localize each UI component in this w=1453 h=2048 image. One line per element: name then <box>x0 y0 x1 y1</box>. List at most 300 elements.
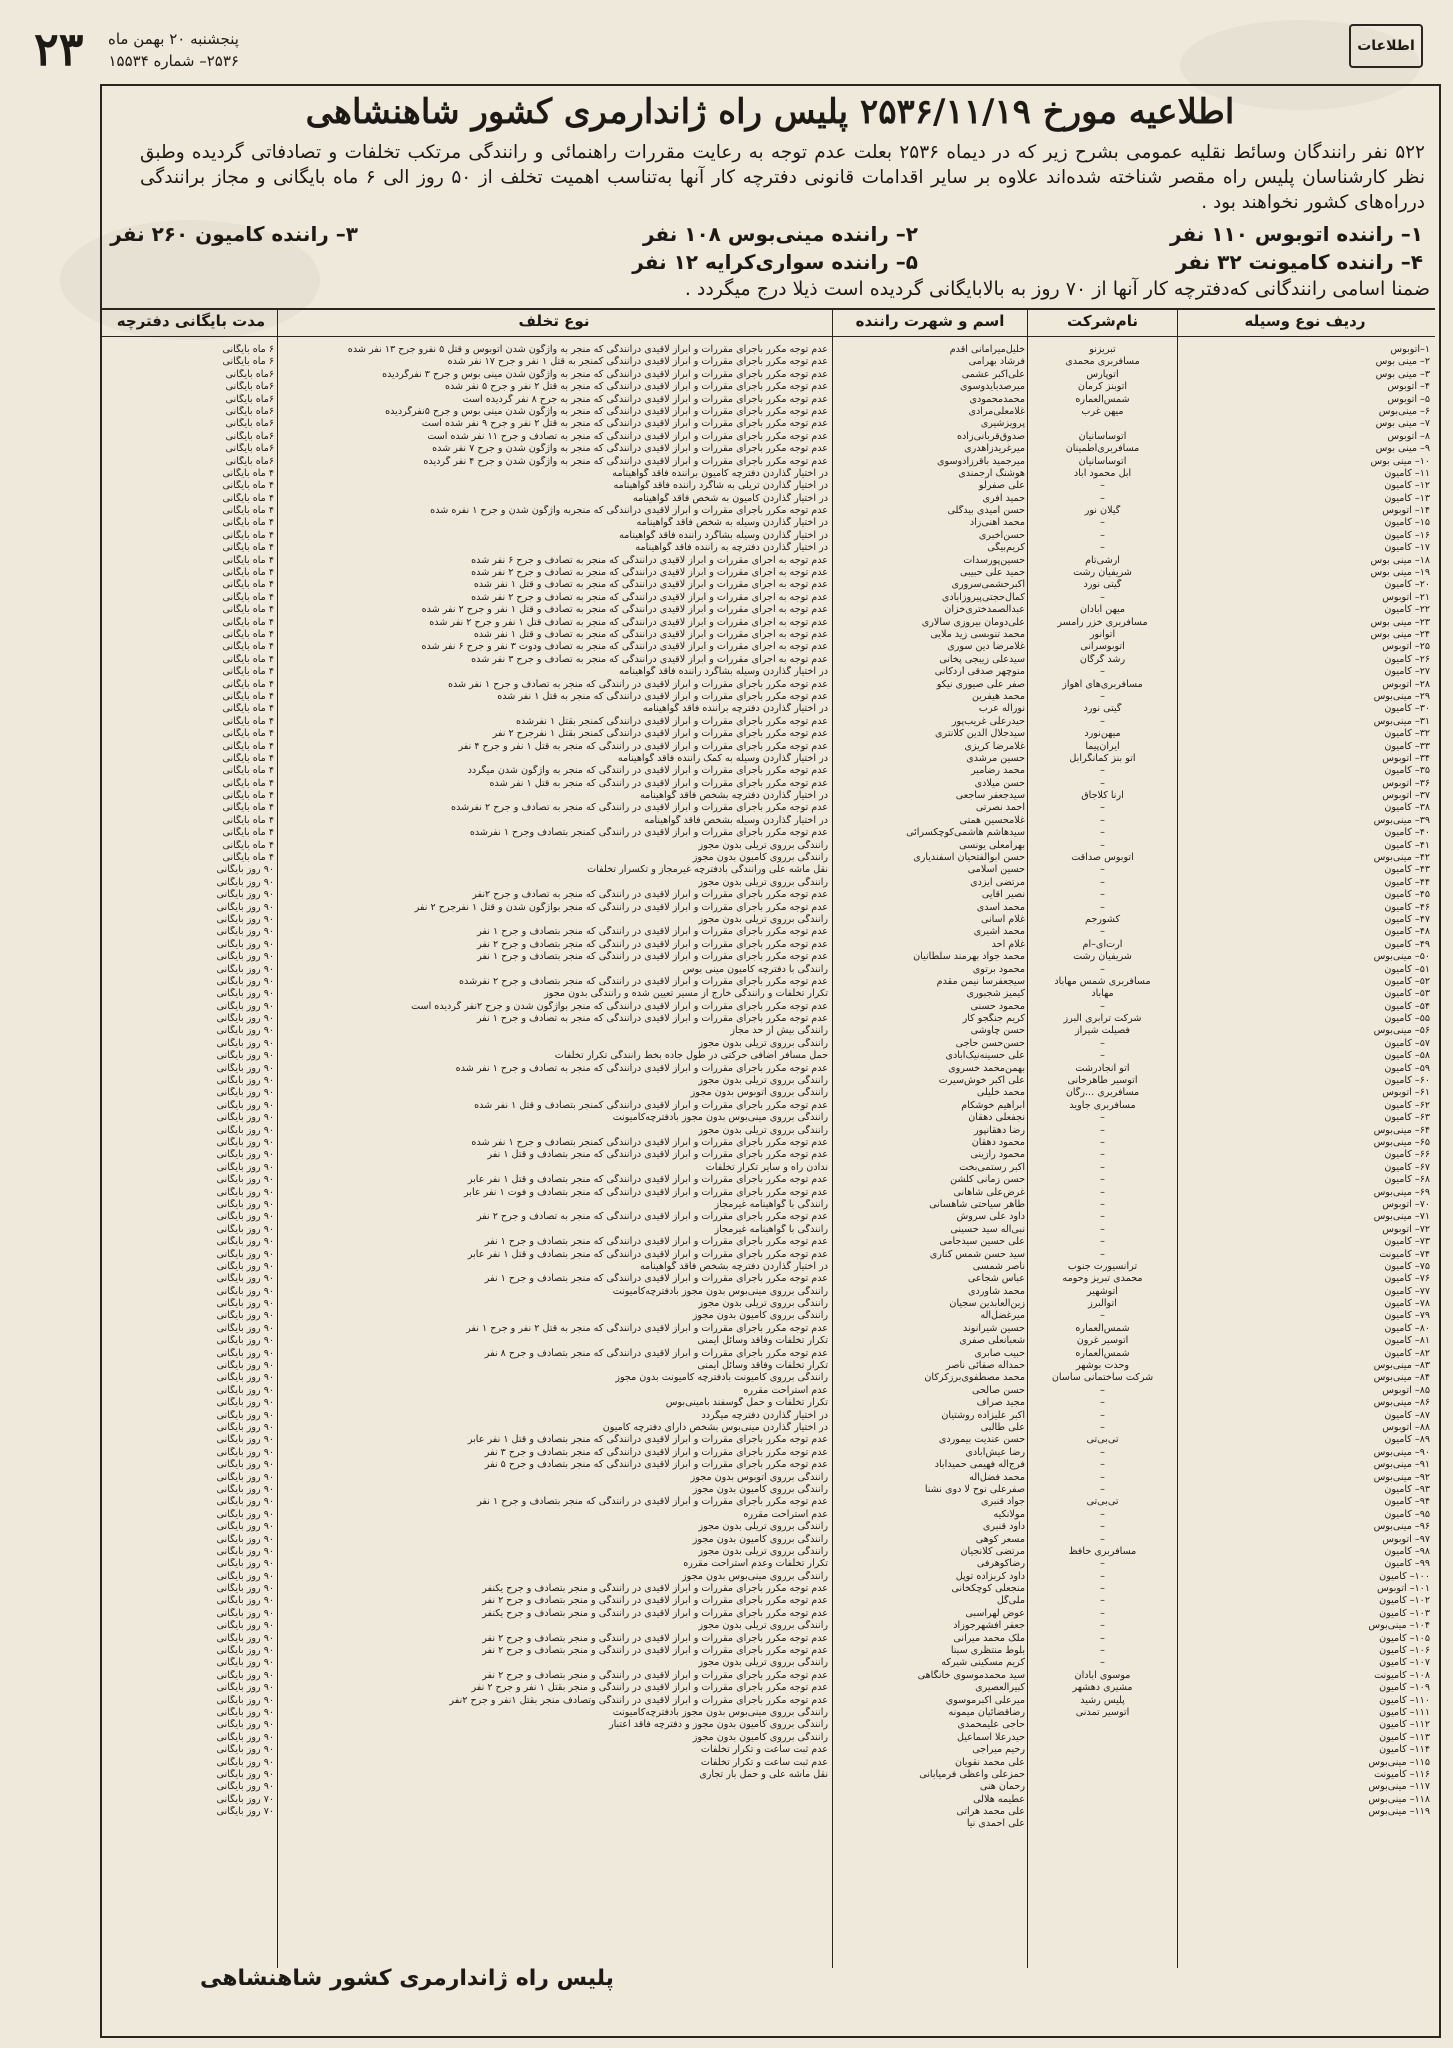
duration-cell: ۹۰ روز بایگانی <box>216 938 274 950</box>
offense-cell: حمل مسافر اضافی حرکتی در طول جاده بخط رانندگی تکرار تخلفات <box>554 1050 828 1062</box>
offense-cell: در اختیار گذاردن مینی‌بوس بشخص دارای دفترچه کامیون <box>602 1421 828 1433</box>
summary-truck: ۳– راننده کامیون ۲۶۰ نفر <box>110 222 358 246</box>
duration-cell: ۷۰ روز بایگانی <box>216 1793 274 1805</box>
offense-cell: عدم توجه مکرر باجرای مقررات و ابراز لاقیدی درانندگی که منجربه واژگون شدن و جرح ۱ نفره شده <box>430 505 828 517</box>
driver-name-cell: علی اکبر خوش‌سیرت <box>938 1075 1025 1087</box>
offense-cell: عدم توجه مکرر باجرای مقررات و ابراز لاقیدی درانندگی که منجر بتصادف و قتل ۱ نفر عابر <box>467 1434 828 1446</box>
row-vehicle-cell: ۹۴– کامیون <box>1384 1496 1430 1508</box>
duration-cell: ۹۰ روز بایگانی <box>216 1421 274 1433</box>
row-vehicle-cell: ۴۱– کامیون <box>1384 839 1430 851</box>
row-vehicle-cell: ۷– مینی بوس <box>1375 418 1430 430</box>
offense-cell: عدم توجه مکرر باجرای مقررات و ابراز لاقیدی درانندگی که منجر به قتل ۲ نفر و جرح ۱ نفر <box>466 1322 828 1334</box>
row-vehicle-cell: ۶۲– کامیون <box>1384 1099 1430 1111</box>
driver-name-cell: محمد تنوبسی زید ملایی <box>930 628 1025 640</box>
offense-cell: رانندگی برروی اتوبوس بدون مجوز <box>690 1471 828 1483</box>
duration-cell: ۹۰ روز بایگانی <box>216 926 274 938</box>
row-vehicle-cell: ۲۴– مینی بوس <box>1370 628 1430 640</box>
offense-cell: رانندگی با گواهینامه غیرمجاز <box>714 1198 828 1210</box>
offense-cell: نقل ماشه علی ورانندگی بادفترچه غیرمجاز و تکسرار تخلفات <box>587 864 828 876</box>
duration-cell: ۹۰ روز بایگانی <box>216 1149 274 1161</box>
duration-cell: ۶ماه بایگانی <box>225 405 274 417</box>
row-vehicle-cell: ۳۴– اتوبوس <box>1382 752 1430 764</box>
offense-cell: عدم توجه مکرر باجرای مقررات و ابراز لاقیدی درانندگی که منجر به تصادف و جرح ۱ نفر شده <box>455 1062 828 1074</box>
company-cell: مسافربری حافظ <box>1068 1545 1137 1557</box>
offense-cell: عدم توجه مکرر باجرای مقررات و ابراز لاقیدی در رانندگی وتصادف منجر بقتل ۱نفر و جرح ۲نفر <box>449 1694 828 1706</box>
company-cell: – <box>1100 480 1105 492</box>
driver-name-cell: حسن‌حسن حاجی <box>955 1037 1025 1049</box>
row-vehicle-cell: ۱۱۴– کامیون <box>1379 1744 1430 1756</box>
row-vehicle-cell: ۵۰– مینی‌بوس <box>1373 951 1430 963</box>
offense-cell: تکرار تخلفات و رانندگی خارج از مسیر تعیین شده و رانندگی بدون مجوز <box>544 988 828 1000</box>
driver-name-cell: داود کربزاده توپل <box>955 1570 1025 1582</box>
driver-name-cell: نصیر آقایی <box>981 889 1025 901</box>
company-cell: شرکت ترابری البرز <box>1063 1013 1142 1025</box>
row-vehicle-cell: ۱۱۲– کامیون <box>1379 1719 1430 1731</box>
row-vehicle-cell: ۹۵– کامیون <box>1384 1508 1430 1520</box>
driver-name-cell: کبیرالعصیری <box>975 1682 1025 1694</box>
row-vehicle-cell: ۷۱– مینی‌بوس <box>1373 1211 1430 1223</box>
row-vehicle-cell: ۸۵– اتوبوس <box>1382 1384 1430 1396</box>
row-vehicle-cell: ۱۹– مینی بوس <box>1370 567 1430 579</box>
driver-name-cell: حمید علی حبیبی <box>959 567 1025 579</box>
driver-name-cell: کیمیز شجبوری <box>966 988 1025 1000</box>
row-vehicle-cell: ۹۸– کامیون <box>1384 1545 1430 1557</box>
duration-cell: ۹۰ روز بایگانی <box>216 1087 274 1099</box>
duration-cell: ۹۰ روز بایگانی <box>216 1607 274 1619</box>
company-cell: اتوساسانیان <box>1078 430 1127 442</box>
column-offense <box>280 344 828 1781</box>
duration-cell: ۹۰ روز بایگانی <box>216 1062 274 1074</box>
column-divider <box>1177 308 1178 1968</box>
offense-cell: در اختیار گذاردن وسیله به کمک راننده فاقد گواهینامه <box>617 752 828 764</box>
offense-cell: عدم توجه مکرر باجرای مقررات و ابراز لاقیدی در رانندگی که منجر بتصادف و جرح ۱ نفر <box>477 951 828 963</box>
driver-name-cell: محمد مصطفوی‌برزکرکان <box>924 1372 1025 1384</box>
duration-cell: ۴ ماه بایگانی <box>222 678 274 690</box>
row-vehicle-cell: ۲۳– مینی بوس <box>1370 616 1430 628</box>
offense-cell: رانندگی برروی تریلی بدون مجوز <box>698 913 828 925</box>
row-vehicle-cell: ۷۸– کامیون <box>1384 1298 1430 1310</box>
driver-name-cell: غلامرضا دین سوری <box>947 641 1025 653</box>
row-vehicle-cell: ۱۱۵– مینی‌بوس <box>1368 1756 1430 1768</box>
company-cell: – <box>1100 1236 1105 1248</box>
offense-cell: در اختیار گذاردن وسیله بشاگرد راننده فاقد گواهینامه <box>619 529 828 541</box>
company-cell: میهن آبادان <box>1079 604 1126 616</box>
driver-name-cell: علی طالبی <box>980 1421 1025 1433</box>
duration-cell: ۹۰ روز بایگانی <box>216 1285 274 1297</box>
driver-name-cell: غرض‌علی شاهانی <box>953 1186 1025 1198</box>
summary-bus: ۱– راننده اتوبوس ۱۱۰ نفر <box>1170 222 1423 246</box>
driver-name-cell: منوچهر صدقی اردکانی <box>934 666 1025 678</box>
driver-name-cell: محمد خلیلی <box>976 1087 1025 1099</box>
duration-cell: ۴ ماه بایگانی <box>222 604 274 616</box>
company-cell: – <box>1100 827 1105 839</box>
driver-name-cell: زین‌العابدین سجیان <box>949 1298 1025 1310</box>
driver-name-cell: حسین مرشدی <box>966 752 1025 764</box>
date-line-1: پنجشنبه ۲۰ بهمن ماه <box>108 30 239 48</box>
company-cell: – <box>1100 1248 1105 1260</box>
offense-cell: عدم توجه مکرر باجرای مقررات و ابراز لاقیدی درانندگی که منجر به تصادف و جرح ۲ نفر <box>476 1211 828 1223</box>
company-cell: – <box>1100 1508 1105 1520</box>
row-vehicle-cell: ۳۶– اتوبوس <box>1382 777 1430 789</box>
driver-name-cell: میرعلی اکبرموسوی <box>945 1694 1025 1706</box>
company-cell: – <box>1100 1186 1105 1198</box>
offense-cell: عدم استراحت مقرره <box>743 1508 828 1520</box>
row-vehicle-cell: ۹۲– مینی‌بوس <box>1373 1471 1430 1483</box>
driver-name-cell: عباس شجاعی <box>967 1273 1025 1285</box>
duration-cell: ۴ ماه بایگانی <box>222 703 274 715</box>
driver-name-cell: شعبانعلی صفری <box>959 1335 1025 1347</box>
row-vehicle-cell: ۴۷– کامیون <box>1384 913 1430 925</box>
driver-name-cell: علی صفرلو <box>978 480 1025 492</box>
row-vehicle-cell: ۵۹– کامیون <box>1384 1062 1430 1074</box>
driver-name-cell: علی حسین سیدجامی <box>939 1236 1025 1248</box>
driver-name-cell: صدوق‌قربانی‌زاده <box>957 430 1025 442</box>
driver-name-cell: ابراهیم خوشکام <box>961 1099 1025 1111</box>
driver-name-cell: محمد شاوردی <box>968 1285 1025 1297</box>
company-cell: تی‌بی‌تی <box>1086 1434 1119 1446</box>
company-cell: – <box>1100 777 1105 789</box>
company-cell: – <box>1100 1446 1105 1458</box>
offense-cell: در اختیار گذاردن دفترچه کامیون براننده فاقد گواهینامه <box>612 467 828 479</box>
driver-name-cell: علی‌دومان بیروزی سالاری <box>921 616 1025 628</box>
company-cell: – <box>1100 1137 1105 1148</box>
duration-cell: ۹۰ روز بایگانی <box>216 1174 274 1186</box>
row-vehicle-cell: ۱۲– کامیون <box>1384 480 1430 492</box>
duration-cell: ۴ ماه بایگانی <box>222 790 274 802</box>
company-cell: موسوی آبادان <box>1074 1669 1131 1681</box>
offense-cell: رانندگی برروی تریلی بدون مجوز <box>698 876 828 888</box>
driver-name-cell: رحیم میراجی <box>972 1744 1025 1756</box>
row-vehicle-cell: ۶۴– مینی‌بوس <box>1373 1124 1430 1136</box>
duration-cell: ۷۰ روز بایگانی <box>216 1806 274 1818</box>
notice-footer: پلیس راه ژاندارمری کشور شاهنشاهی <box>200 1966 614 1991</box>
offense-cell: عدم توجه مکرر باجرای مقررات و ابراز لاقیدی درانندگی که منجر به واژگون شدن و جرح ۷ نفر شده <box>432 443 828 455</box>
driver-name-cell: حبیب صابری <box>974 1347 1025 1359</box>
duration-cell: ۶ماه بایگانی <box>225 381 274 393</box>
company-cell: مسافربری ...رگان <box>1065 1087 1140 1099</box>
row-vehicle-cell: ۷۰– اتوبوس <box>1382 1198 1430 1210</box>
company-cell: – <box>1100 889 1105 901</box>
offense-cell: عدم توجه مکرر باجرای مقررات و ابراز لاقیدی در رانندگی که منجر به واژگون شدن میگردد <box>467 765 828 777</box>
company-cell: اتوبوسرانی <box>1080 641 1125 653</box>
driver-name-cell: حاجی علیمحمدی <box>957 1719 1025 1731</box>
row-vehicle-cell: ۱۱۱– کامیون <box>1379 1706 1430 1718</box>
driver-name-cell: حسن میلادی <box>974 777 1025 789</box>
offense-cell: عدم توجه مکرر باجرای مقررات و ابراز لاقیدی درانندگی کمنجر بقتل ۱ نفرشده <box>515 715 828 727</box>
driver-name-cell: حسن‌اخبری <box>978 529 1025 541</box>
offense-cell: رانندگی برروی کامیونت بادفترچه کامیونت بدون مجوز <box>615 1372 828 1384</box>
offense-cell: در اختیار گذاردن دفترچه بشخص فاقد گواهینامه <box>639 790 828 802</box>
company-cell: محمدی تبریز وحومه <box>1062 1273 1143 1285</box>
company-cell: – <box>1100 1558 1105 1570</box>
offense-cell: عدم توجه مکرر باجرای مقررات و ابراز لاقیدی در رانندگی و منجر بتصادف و جرح ۲ نفر <box>482 1669 828 1681</box>
row-vehicle-cell: ۲۰– کامیون <box>1384 579 1430 591</box>
duration-cell: ۹۰ روز بایگانی <box>216 913 274 925</box>
driver-name-cell: جعفر افشهرجوزاد <box>953 1620 1025 1632</box>
offense-cell: عدم توجه مکرر باجرای مقررات و ابراز لاقیدی درانندگی که منجر به تصادف و جرح ۱ نفر <box>476 1013 828 1025</box>
driver-name-cell: محمود برتوی <box>972 963 1025 975</box>
company-cell: تی‌بی‌تی <box>1086 1496 1119 1508</box>
company-cell: – <box>1100 1037 1105 1049</box>
duration-cell: ۹۰ روز بایگانی <box>216 1706 274 1718</box>
duration-cell: ۹۰ روز بایگانی <box>216 1075 274 1087</box>
company-cell: شمس‌العماره <box>1075 1322 1130 1334</box>
offense-cell: عدم توجه مکرر باجرای مقررات و ابراز لاقیدی در رانندگی و منجر بتصادف و جرح یکنفر <box>482 1583 828 1595</box>
duration-cell: ۶ماه بایگانی <box>225 455 274 467</box>
row-vehicle-cell: ۱۰۲– کامیون <box>1379 1595 1430 1607</box>
duration-cell: ۹۰ روز بایگانی <box>216 1558 274 1570</box>
row-vehicle-cell: ۱۰۹– کامیون <box>1379 1682 1430 1694</box>
duration-cell: ۶ ماه بایگانی <box>222 344 274 355</box>
offense-cell: در اختیار گذاردن دفترچه براننده فاقد گواهینامه <box>642 703 828 715</box>
row-vehicle-cell: ۵۶– مینی‌بوس <box>1373 1025 1430 1037</box>
offense-cell: عدم توجه به اجرای مقررات و ابراز لاقیدی درانندگی که منجر به تصادف و قتل ۱ نفر شده <box>473 579 828 591</box>
driver-name-cell: سیدهاشم هاشمی‌کوچکسرائی <box>906 827 1025 839</box>
duration-cell: ۹۰ روز بایگانی <box>216 1347 274 1359</box>
offense-cell: عدم توجه مکرر باجرای مقررات و ابراز لاقیدی درانندگی که منجر بتصادف و جرح ۳ نفر <box>484 1446 828 1458</box>
company-cell: – <box>1100 876 1105 888</box>
row-vehicle-cell: ۳۷– اتوبوس <box>1382 790 1430 802</box>
company-cell: – <box>1100 839 1105 851</box>
duration-cell: ۹۰ روز بایگانی <box>216 1248 274 1260</box>
driver-name-cell: حسین‌پورسدات <box>963 554 1025 566</box>
driver-name-cell: علی‌اکبر عشمی <box>961 368 1025 380</box>
row-vehicle-cell: ۵۲– کامیون <box>1384 975 1430 987</box>
row-vehicle-cell: ۸۷– کامیون <box>1384 1409 1430 1421</box>
row-vehicle-cell: ۶۵– مینی‌بوس <box>1373 1137 1430 1148</box>
driver-name-cell: محمد هیفرین <box>971 690 1025 702</box>
driver-name-cell: غلام آسانی <box>980 913 1025 925</box>
duration-cell: ۹۰ روز بایگانی <box>216 1669 274 1681</box>
driver-name-cell: سید محمدموسوی خانگاهی <box>917 1669 1025 1681</box>
page-number: ۲۳ <box>34 22 84 76</box>
driver-name-cell: کمال‌حجتی‌پیروزآبادی <box>941 591 1025 603</box>
company-cell: اتوانور <box>1089 628 1116 640</box>
driver-name-cell: حسن عندیت بیموردی <box>938 1434 1025 1446</box>
row-vehicle-cell: ۸۶– مینی‌بوس <box>1373 1397 1430 1409</box>
duration-cell: ۹۰ روز بایگانی <box>216 1198 274 1210</box>
driver-name-cell: حسن ابوالفتحیان اسفندیاری <box>913 852 1025 864</box>
row-vehicle-cell: ۹– مینی بوس <box>1375 443 1430 455</box>
duration-cell: ۹۰ روز بایگانی <box>216 1632 274 1644</box>
duration-cell: ۹۰ روز بایگانی <box>216 1620 274 1632</box>
offense-cell: عدم توجه مکرر باجرای مقررات و ابراز لاقیدی درانندگی که منجر بتصادف و جرح ۵ نفر <box>484 1459 828 1471</box>
offense-cell: تکرار تخلفات وفاقد وسائل ایمنی <box>697 1360 828 1372</box>
duration-cell: ۶ماه بایگانی <box>225 443 274 455</box>
offense-cell: عدم توجه مکرر باجرای مقررات و ابراز لاقیدی درانندگی که منجر به جرح ۸ نفر گردیده است <box>462 393 828 405</box>
driver-name-cell: کریم‌بیگی <box>987 542 1025 554</box>
driver-name-cell: داود قنبری <box>982 1521 1025 1533</box>
summary-taxi: ۵– راننده سواری‌کرایه ۱۲ نفر <box>632 250 918 274</box>
column-divider <box>1027 308 1028 1968</box>
duration-cell: ۹۰ روز بایگانی <box>216 1731 274 1743</box>
duration-cell: ۹۰ روز بایگانی <box>216 1000 274 1012</box>
driver-name-cell: ملی‌گل <box>996 1595 1025 1607</box>
company-cell: وحدت بوشهر <box>1075 1360 1130 1372</box>
company-cell: مسافربری‌اطمینان <box>1065 443 1140 455</box>
company-cell: اتوبوس صداقت <box>1071 852 1134 864</box>
row-vehicle-cell: ۱۰۶– کامیون <box>1379 1645 1430 1657</box>
duration-cell: ۴ ماه بایگانی <box>222 752 274 764</box>
masthead <box>20 22 1433 82</box>
duration-cell: ۹۰ روز بایگانی <box>216 1236 274 1248</box>
driver-name-cell: رضاکوهرفی <box>976 1558 1025 1570</box>
offense-cell: تکرار تخلفات و حمل گوسفند بامینی‌بوس <box>665 1397 828 1409</box>
offense-cell: رانندگی برروی مینی‌بوس بدون مجوز بادفترچه‌کامیونت <box>612 1285 828 1297</box>
company-cell: – <box>1100 1421 1105 1433</box>
company-cell: – <box>1100 1521 1105 1533</box>
driver-name-cell: نبی‌اله سید حسینی <box>950 1223 1025 1235</box>
company-cell: اتوسیر تمدنی <box>1075 1706 1130 1718</box>
driver-name-cell: علی محمد نقویان <box>954 1756 1025 1768</box>
duration-cell: ۴ ماه بایگانی <box>222 529 274 541</box>
duration-cell: ۹۰ روز بایگانی <box>216 951 274 963</box>
offense-cell: عدم توجه مکرر باجرای مقررات و ابراز لاقیدی درانندگی کمنجر بتصادف و جرح ۱ نفر شده <box>471 1137 828 1148</box>
company-cell: شریفیان رشت <box>1073 567 1132 579</box>
offense-cell: عدم توجه به اجرای مقررات و ابراز لاقیدی درانندگی که منجر به تصادف ودوت ۳ نفر و جرح ۶ نفر شده <box>421 641 828 653</box>
offense-cell: تکرار تخلفات وفاقد وسائل ایمنی <box>697 1335 828 1347</box>
row-vehicle-cell: ۱۱۳– کامیون <box>1379 1731 1430 1743</box>
duration-cell: ۹۰ روز بایگانی <box>216 1397 274 1409</box>
row-vehicle-cell: ۱۱– کامیون <box>1384 467 1430 479</box>
column-row-vehicle <box>1180 344 1430 1818</box>
row-vehicle-cell: ۶۶– کامیون <box>1384 1149 1430 1161</box>
company-cell: – <box>1100 814 1105 826</box>
row-vehicle-cell: ۹۹– کامیون <box>1384 1558 1430 1570</box>
row-vehicle-cell: ۱۱۷– مینی‌بوس <box>1368 1781 1430 1793</box>
driver-name-cell: علی محمد هراتی <box>956 1806 1025 1818</box>
company-cell: مسافربری‌های اهواز <box>1062 678 1143 690</box>
duration-cell: ۹۰ روز بایگانی <box>216 1211 274 1223</box>
company-cell: فصیلت شیراز <box>1075 1025 1130 1037</box>
row-vehicle-cell: ۶۰– کامیون <box>1384 1075 1430 1087</box>
company-cell: آبل محمود آباد <box>1073 467 1132 479</box>
offense-cell: رانندگی برروی تریلی بدون مجوز <box>698 1657 828 1669</box>
notice-note: ضمنا اسامی رانندگانی که‌دفترچه کار آنها از ۷۰ روز به بالابایگانی گردیده است ذیلا درج میگردد . <box>684 278 1430 300</box>
duration-cell: ۴ ماه بایگانی <box>222 814 274 826</box>
offense-cell: رانندگی برروی تریلی بدون مجوز <box>698 1075 828 1087</box>
duration-cell: ۴ ماه بایگانی <box>222 542 274 554</box>
newspaper-logo: اطلاعات <box>1349 24 1423 68</box>
driver-name-cell: حمزعلی واعظی فرمیابانی <box>919 1768 1025 1780</box>
company-cell: اتوساسانیان <box>1078 455 1127 467</box>
header-row-vehicle: ردیف نوع وسیله <box>1244 312 1366 330</box>
row-vehicle-cell: ۸۴– مینی‌بوس <box>1373 1372 1430 1384</box>
company-cell: – <box>1100 1471 1105 1483</box>
notice-title: اطلاعیه مورخ ۲۵۳۶/۱۱/۱۹ پلیس راه ژاندارمری کشور شاهنشاهی <box>305 92 1235 132</box>
row-vehicle-cell: ۴۵– کامیون <box>1384 889 1430 901</box>
offense-cell: عدم توجه مکرر باجرای مقررات و ابراز لاقیدی درانندگی کمنجر بتصادف و قتل ۱ نفر شده <box>474 1099 828 1111</box>
duration-cell: ۹۰ روز بایگانی <box>216 864 274 876</box>
driver-name-cell: احمد نصرتی <box>975 802 1025 814</box>
row-vehicle-cell: ۸۰– کامیون <box>1384 1322 1430 1334</box>
company-cell: اتوسیر غرون <box>1076 1335 1129 1347</box>
duration-cell: ۹۰ روز بایگانی <box>216 1260 274 1272</box>
company-cell: – <box>1100 492 1105 504</box>
duration-cell: ۹۰ روز بایگانی <box>216 1013 274 1025</box>
offense-cell: رانندگی برروی مینی‌بوس بدون مجوز بادفترچه‌کامیونت <box>612 1112 828 1124</box>
row-vehicle-cell: ۷۶– کامیون <box>1384 1273 1430 1285</box>
offense-cell: عدم استراحت مقرره <box>743 1384 828 1396</box>
offense-cell: عدم توجه مکرر باجرای مقررات و ابراز لاقیدی در رانندگی و منجر بتصادف و جرح ۲ نفر <box>482 1595 828 1607</box>
row-vehicle-cell: ۹۰– مینی‌بوس <box>1373 1446 1430 1458</box>
duration-cell: ۹۰ روز بایگانی <box>216 1781 274 1793</box>
duration-cell: ۹۰ روز بایگانی <box>216 1137 274 1148</box>
company-cell: مسافربری محمدی <box>1065 356 1140 368</box>
row-vehicle-cell: ۷۷– کامیون <box>1384 1285 1430 1297</box>
company-cell: تبریزنو <box>1089 344 1116 355</box>
duration-cell: ۴ ماه بایگانی <box>222 653 274 665</box>
offense-cell: در اختیار گذاردن دفترچه بشخص فاقد گواهینامه <box>639 1260 828 1272</box>
offense-cell: عدم توجه مکرر باجرای مقررات و ابراز لاقیدی در رانندگی که منجر بتصادف و جرح ۲ نفر <box>477 938 828 950</box>
duration-cell: ۴ ماه بایگانی <box>222 666 274 678</box>
duration-cell: ۹۰ روز بایگانی <box>216 1570 274 1582</box>
company-cell: – <box>1100 1174 1105 1186</box>
driver-name-cell: محمود حسنی <box>970 1000 1025 1012</box>
row-vehicle-cell: ۱۷– کامیون <box>1384 542 1430 554</box>
row-vehicle-cell: ۷۲– اتوبوس <box>1382 1223 1430 1235</box>
driver-name-cell: خلیل‌میرامانی اقدم <box>949 344 1025 355</box>
offense-cell: عدم توجه به اجرای مقررات و ابراز لاقیدی درانندگی که منجر به تصادف و جرح ۶ نفر شده <box>471 554 828 566</box>
offense-cell: تکرار تخلفات وعدم استراحت مقرره <box>683 1558 828 1570</box>
company-cell: – <box>1100 666 1105 678</box>
row-vehicle-cell: ۱۱۶– کامیونت <box>1374 1768 1430 1780</box>
driver-name-cell: محمد آهنی‌زاد <box>969 517 1025 529</box>
offense-cell: عدم توجه مکرر باجرای مقررات و ابراز لاقیدی درانندگی که منجر به واژگون شدن و جرح ۴ نفر گردیده <box>423 455 828 467</box>
company-cell: – <box>1100 864 1105 876</box>
row-vehicle-cell: ۹۷– اتوبوس <box>1382 1533 1430 1545</box>
row-vehicle-cell: ۲۹– مینی‌بوس <box>1373 690 1430 702</box>
driver-name-cell: حیدرعلا اسماعیل <box>956 1731 1025 1743</box>
driver-name-cell: سیدجعفر ساجعی <box>955 790 1025 802</box>
offense-cell: عدم توجه مکرر باجرای مقررات و ابراز لاقیدی درانندگی که منجر به قتل ۱ نفر شده <box>497 690 828 702</box>
company-cell: – <box>1100 1632 1105 1644</box>
duration-cell: ۹۰ روز بایگانی <box>216 1360 274 1372</box>
duration-cell: ۴ ماه بایگانی <box>222 827 274 839</box>
row-vehicle-cell: ۴۸– کامیون <box>1384 926 1430 938</box>
company-cell: مهاباد <box>1091 988 1114 1000</box>
company-cell: – <box>1100 1211 1105 1223</box>
duration-cell: ۴ ماه بایگانی <box>222 567 274 579</box>
row-vehicle-cell: ۳۹– مینی‌بوس <box>1373 814 1430 826</box>
row-vehicle-cell: ۱۰۷– کامیون <box>1379 1657 1430 1669</box>
offense-cell: عدم توجه به اجرای مقررات و ابراز لاقیدی درانندگی که منجر به تصادف و قتل ۱ نفر و جرح ۲ نفر شده <box>421 604 828 616</box>
driver-name-cell: حسن امیدی بیدگلی <box>947 505 1025 517</box>
row-vehicle-cell: ۸۱– کامیون <box>1384 1335 1430 1347</box>
company-cell: – <box>1100 690 1105 702</box>
driver-name-cell: غلامرضا کریزی <box>964 740 1025 752</box>
duration-cell: ۴ ماه بایگانی <box>222 517 274 529</box>
driver-name-cell: اکبر علیزاده روشتیان <box>941 1409 1025 1421</box>
company-cell: – <box>1100 1149 1105 1161</box>
offense-cell: عدم توجه مکرر باجرای مقررات و ابراز لاقیدی در رانندگی که منجر بواژگون شدن و قتل ۱ نفرجرح ۲ نفر <box>414 901 828 913</box>
column-duration <box>108 344 274 1818</box>
date-line <box>108 28 239 72</box>
company-cell: گیلان نور <box>1084 505 1121 517</box>
row-vehicle-cell: ۱۰۳– کامیون <box>1379 1607 1430 1619</box>
duration-cell: ۹۰ روز بایگانی <box>216 1161 274 1173</box>
company-cell: اتوالبرز <box>1088 1298 1117 1310</box>
driver-name-cell: محمود رازینی <box>970 1149 1025 1161</box>
driver-name-cell: نوراله عرب <box>978 703 1025 715</box>
row-vehicle-cell: ۸۲– کامیون <box>1384 1347 1430 1359</box>
offense-cell: رانندگی برروی کامیون بدون مجوز و دفترچه فاقد اعتبار <box>608 1719 828 1731</box>
duration-cell: ۹۰ روز بایگانی <box>216 1322 274 1334</box>
row-vehicle-cell: ۵۴– کامیون <box>1384 1000 1430 1012</box>
company-cell: – <box>1100 1397 1105 1409</box>
duration-cell: ۹۰ روز بایگانی <box>216 901 274 913</box>
driver-name-cell: کریم مسکینی شیرکه <box>941 1657 1025 1669</box>
